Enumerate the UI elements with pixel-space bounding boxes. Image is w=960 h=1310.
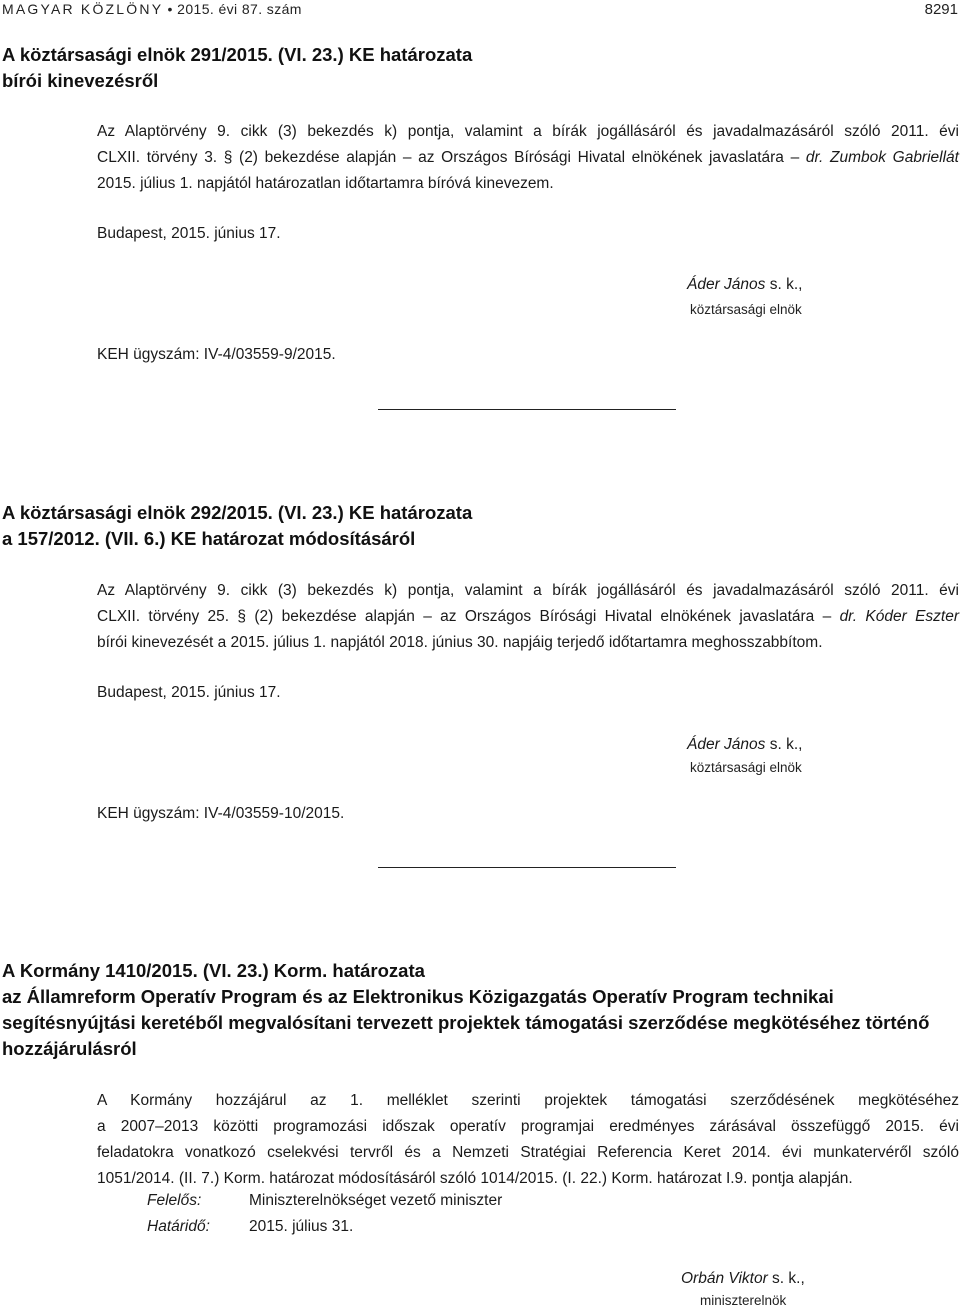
- body-line: Az Alaptörvény 9. cikk (3) bekezdés k) pontja, valamint a bírák jogállásáról és javadalmazásáról szóló 2011. évi: [97, 582, 959, 599]
- responsible-row: [147, 1192, 201, 1210]
- title-line: A köztársasági elnök 292/2015. (VI. 23.) KE határozata: [2, 502, 473, 523]
- deadline-value: 2015. július 31.: [249, 1218, 354, 1235]
- title-line: bírói kinevezésről: [2, 70, 159, 91]
- issue-label: 2015. évi 87. szám: [177, 1, 302, 17]
- body-line: A Kormány hozzájárul az 1. melléklet szerinti projektek támogatási szerződésének megkötéséhez: [97, 1092, 959, 1109]
- resolution-291-title: [2, 42, 472, 94]
- signer-name: Áder János: [687, 736, 766, 753]
- header-bullet: •: [167, 1, 173, 17]
- title-line: hozzájárulásról: [2, 1038, 137, 1059]
- responsible-value: Miniszterelnökséget vezető miniszter: [249, 1192, 503, 1209]
- page-number: 8291: [924, 1, 958, 18]
- body-line: Az Alaptörvény 9. cikk (3) bekezdés k) pontja, valamint a bírák jogállásáról és javadalmazásáról szóló 2011. évi: [97, 123, 959, 140]
- deadline-label: Határidő:: [147, 1218, 210, 1235]
- appointee-name: dr. Zumbok Gabriellát: [805, 149, 959, 166]
- body-line: [97, 604, 959, 630]
- body-line: 1051/2014. (II. 7.) Korm. határozat módosításáról szóló 1014/2015. (I. 22.) Korm. határozat I.9. pontja alapján.: [97, 1170, 853, 1187]
- appointee-name: dr. Kóder Eszter: [839, 608, 960, 625]
- publication-name: MAGYAR KÖZLÖNY: [2, 1, 164, 17]
- signer-suffix: s. k.,: [767, 1270, 805, 1287]
- signer-role: miniszterelnök: [700, 1293, 787, 1308]
- resolution-291-body: [97, 119, 959, 197]
- place-date: Budapest, 2015. június 17.: [97, 684, 281, 701]
- responsible-label: Felelős:: [147, 1192, 202, 1209]
- title-line: segítésnyújtási keretéből megvalósítani tervezett projektek támogatási szerződése megkötéséhez történő: [2, 1012, 930, 1033]
- case-number: KEH ügyszám: IV-4/03559-10/2015.: [97, 805, 345, 822]
- body-line: feladatokra vonatkozó cselekvési tervről és a Nemzeti Stratégiai Referencia Keret 2014. évi munkatervéről szóló: [97, 1144, 959, 1161]
- signer-suffix: s. k.,: [765, 276, 803, 293]
- body-line: [97, 145, 959, 171]
- signer-role: köztársasági elnök: [690, 760, 802, 775]
- resolution-292-body: [97, 578, 959, 656]
- running-header: [2, 1, 302, 17]
- signer-name: Áder János: [687, 276, 766, 293]
- government-resolution-body: [97, 1088, 959, 1192]
- signer-suffix: s. k.,: [765, 736, 803, 753]
- signature-name: [687, 736, 802, 754]
- body-text: CLXII. törvény 3. § (2) bekezdése alapján – az Országos Bírósági Hivatal elnökének javaslatára –: [97, 149, 806, 166]
- deadline-row: [147, 1218, 210, 1236]
- title-line: a 157/2012. (VII. 6.) KE határozat módosításáról: [2, 528, 416, 549]
- body-line: bírói kinevezését a 2015. július 1. napjától 2018. június 30. napjáig terjedő időtartamra meghosszabbítom.: [97, 634, 823, 651]
- section-divider: [378, 409, 676, 410]
- signature-name: [687, 276, 802, 294]
- body-line: a 2007–2013 közötti programozási időszak operatív programjai eredményes zárásával összefüggő 2015. évi: [97, 1118, 959, 1135]
- body-line: 2015. július 1. napjától határozatlan időtartamra bíróvá kinevezem.: [97, 175, 554, 192]
- title-line: az Államreform Operatív Program és az Elektronikus Közigazgatás Operatív Program technikai: [2, 986, 834, 1007]
- signer-name: Orbán Viktor: [681, 1270, 768, 1287]
- title-line: A köztársasági elnök 291/2015. (VI. 23.) KE határozata: [2, 44, 473, 65]
- place-date: Budapest, 2015. június 17.: [97, 225, 281, 242]
- government-resolution-title: [2, 958, 929, 1062]
- resolution-292-title: [2, 500, 472, 552]
- body-text: CLXII. törvény 25. § (2) bekezdése alapján – az Országos Bírósági Hivatal elnökének javaslatára –: [97, 608, 840, 625]
- case-number: KEH ügyszám: IV-4/03559-9/2015.: [97, 346, 336, 363]
- section-divider: [378, 867, 676, 868]
- signature-name: [681, 1270, 805, 1288]
- signer-role: köztársasági elnök: [690, 302, 802, 317]
- title-line: A Kormány 1410/2015. (VI. 23.) Korm. határozata: [2, 960, 425, 981]
